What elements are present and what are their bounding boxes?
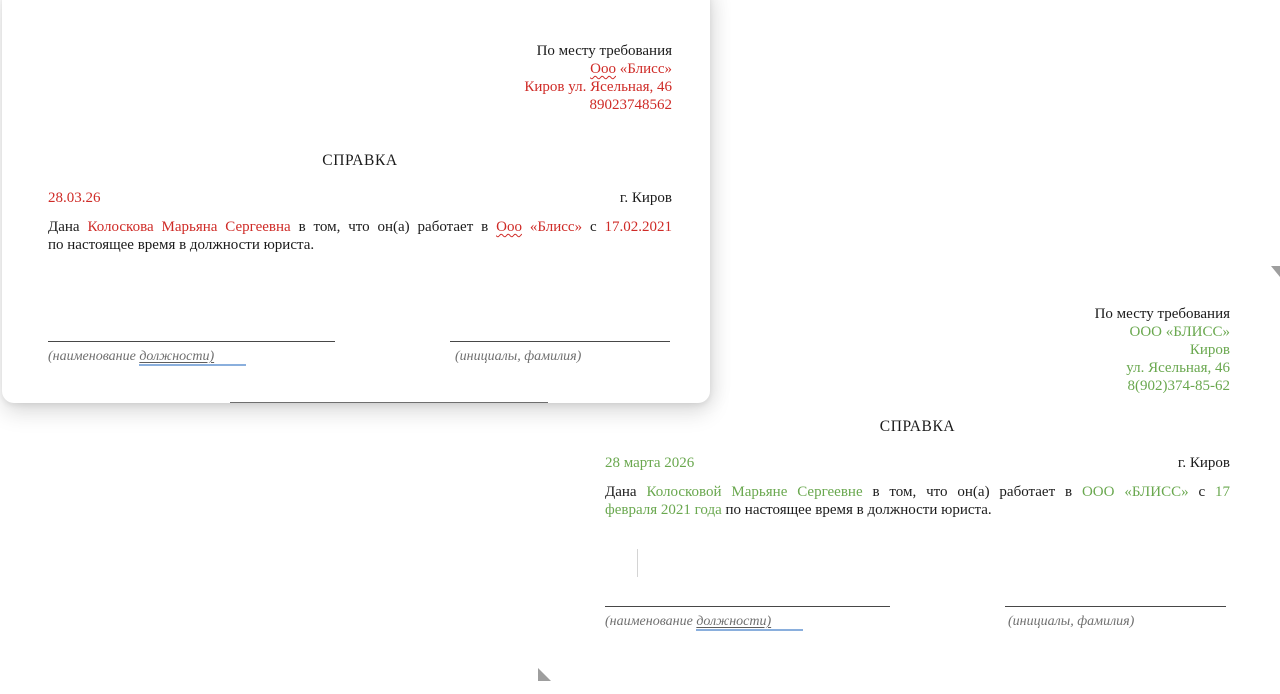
document-date: 28.03.26: [48, 190, 101, 206]
draft-card-content: [48, 42, 672, 382]
text-segment: должности): [696, 614, 803, 631]
text-segment: 17: [1214, 484, 1230, 500]
document-header-block: [48, 42, 672, 114]
signature-label-name: (инициалы, фамилия): [1008, 614, 1135, 629]
signature-block: [48, 341, 672, 381]
city-line: Киров: [1189, 342, 1230, 358]
org-line: [48, 60, 672, 78]
signature-label-position: [48, 348, 246, 366]
text-segment: «Блисс»: [616, 61, 672, 77]
text-segment: должности): [139, 349, 246, 366]
body-line-1: [48, 218, 672, 236]
body-paragraph: [605, 483, 1230, 519]
cursor-artifact-bottom-icon: [538, 668, 552, 681]
body-line-2: [48, 236, 672, 254]
recipient-line: По месту требования: [1094, 306, 1230, 322]
cursor-artifact-right-icon: [1271, 266, 1280, 277]
text-segment: Дана: [48, 219, 88, 235]
text-caret: [637, 549, 638, 577]
text-segment: ООО «БЛИСС»: [1081, 484, 1189, 500]
text-segment: Колосковой Марьяне Сергеевне: [646, 484, 863, 500]
signature-line-position: [605, 606, 890, 607]
document-city: г. Киров: [619, 190, 672, 206]
text-segment: Ооо: [496, 219, 522, 235]
signature-label-name: (инициалы, фамилия): [455, 349, 582, 364]
text-segment: 17.02.2021: [604, 219, 672, 235]
signature-line-name: [1005, 606, 1226, 607]
signature-line-position: [48, 341, 335, 342]
text-segment: по настоящее время в должности юриста.: [721, 502, 992, 518]
text-segment: по настоящее время в должности юриста.: [48, 237, 315, 253]
text-segment: (наименование: [605, 614, 697, 629]
text-segment: «Блисс»: [521, 219, 583, 235]
document-title: СПРАВКА: [879, 418, 956, 435]
signature-line-name: [450, 341, 670, 342]
text-segment: февраля 2021 года: [605, 502, 722, 518]
text-segment: с: [1188, 484, 1215, 500]
signature-block: [605, 606, 1230, 646]
document-title: СПРАВКА: [322, 152, 398, 169]
date-city-row: [605, 454, 1230, 472]
signature-label-position: [605, 613, 803, 631]
body-paragraph: [48, 218, 672, 254]
date-city-row: [48, 189, 672, 207]
org-line: ООО «БЛИСС»: [1129, 324, 1230, 340]
text-segment: с: [582, 219, 605, 235]
text-segment: в том, что он(а) работает в: [862, 484, 1082, 500]
document-date: 28 марта 2026: [605, 455, 695, 471]
text-segment: Колоскова Марьяна Сергеевна: [87, 219, 291, 235]
text-segment: в том, что он(а) работает в: [290, 219, 497, 235]
underlap-line: [230, 402, 548, 403]
text-segment: (наименование: [48, 349, 140, 364]
body-line-2: [605, 501, 1230, 519]
phone-line: 89023748562: [589, 97, 672, 113]
document-city: г. Киров: [1177, 455, 1230, 471]
address-line: Киров ул. Ясельная, 46: [524, 79, 672, 95]
text-segment: Ооо: [590, 61, 616, 77]
recipient-line: По месту требования: [536, 43, 672, 59]
address-line: ул. Ясельная, 46: [1126, 360, 1230, 376]
draft-document-card[interactable]: [2, 0, 710, 403]
body-line-1: [605, 483, 1230, 501]
text-segment: Дана: [605, 484, 647, 500]
phone-line: 8(902)374-85-62: [1127, 378, 1230, 394]
